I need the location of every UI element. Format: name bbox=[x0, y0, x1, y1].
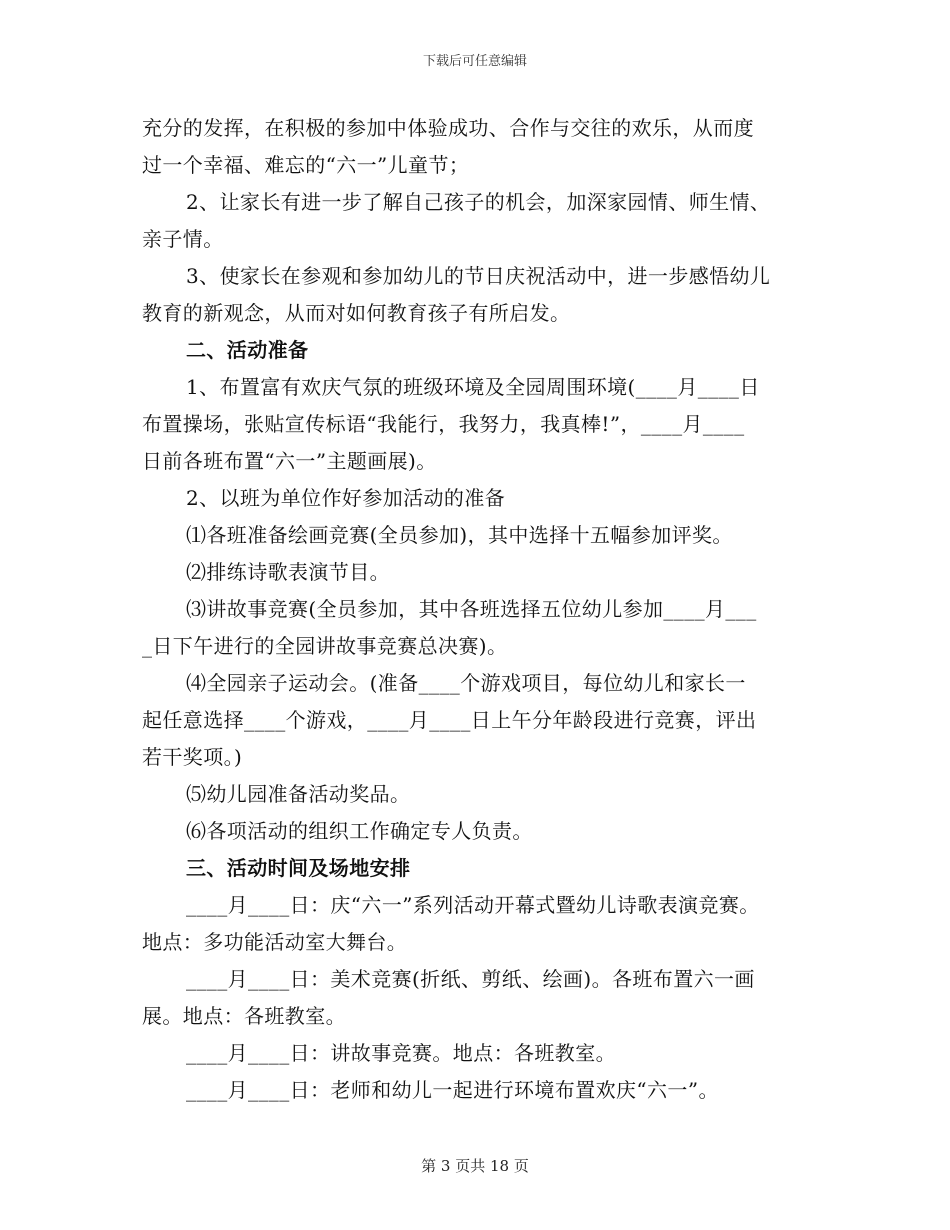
paragraph-line: 亲子情。 bbox=[142, 227, 224, 251]
paragraph-line: 地点：多功能活动室大舞台。 bbox=[142, 930, 408, 954]
paragraph-line: 若干奖项。) bbox=[142, 745, 243, 769]
list-item: ⑹各项活动的组织工作确定专人负责。 bbox=[186, 819, 533, 843]
page-header: 下载后可任意编辑 bbox=[422, 54, 527, 69]
schedule-line: ____月____日：讲故事竞赛。地点：各班教室。 bbox=[186, 1041, 616, 1065]
paragraph-line: 教育的新观念，从而对如何教育孩子有所启发。 bbox=[142, 301, 571, 325]
section-heading: 二、活动准备 bbox=[186, 338, 309, 362]
schedule-line: ____月____日：美术竞赛(折纸、剪纸、绘画)。各班布置六一画 bbox=[186, 967, 755, 991]
paragraph-line: 充分的发挥，在积极的参加中体验成功、合作与交往的欢乐，从而度 bbox=[142, 116, 754, 140]
page-footer: 第 3 页共 18 页 bbox=[421, 1157, 529, 1175]
list-item: ⑴各班准备绘画竞赛(全员参加)，其中选择十五幅参加评奖。 bbox=[186, 523, 733, 547]
section-heading: 三、活动时间及场地安排 bbox=[186, 856, 411, 880]
paragraph-line: 过一个幸福、难忘的“六一”儿童节； bbox=[142, 153, 470, 177]
paragraph-line: 展。地点：各班教室。 bbox=[142, 1004, 346, 1028]
paragraph-line: 2、以班为单位作好参加活动的准备 bbox=[186, 486, 506, 510]
document-body bbox=[142, 110, 814, 1109]
list-item: ⑸幼儿园准备活动奖品。 bbox=[186, 782, 411, 806]
paragraph-line: 起任意选择____个游戏，____月____日上午分年龄段进行竞赛，评出 bbox=[142, 708, 757, 732]
schedule-line: ____月____日：庆“六一”系列活动开幕式暨幼儿诗歌表演竞赛。 bbox=[186, 893, 760, 917]
paragraph-line: 1、布置富有欢庆气氛的班级环境及全园周围环境(____月____日 bbox=[186, 375, 760, 399]
paragraph-line: 2、让家长有进一步了解自己孩子的机会，加深家园情、师生情、 bbox=[186, 190, 771, 214]
paragraph-line: 布置操场，张贴宣传标语“我能行，我努力，我真棒!”，____月____ bbox=[142, 412, 745, 436]
list-item: ⑵排练诗歌表演节目。 bbox=[186, 560, 390, 584]
list-item: ⑷全园亲子运动会。(准备____个游戏项目，每位幼儿和家长一 bbox=[186, 671, 746, 695]
paragraph-line: 3、使家长在参观和参加幼儿的节日庆祝活动中，进一步感悟幼儿 bbox=[186, 264, 771, 288]
list-item: ⑶讲故事竞赛(全员参加，其中各班选择五位幼儿参加____月___ bbox=[186, 597, 757, 621]
paragraph-line: 日前各班布置“六一”主题画展)。 bbox=[142, 449, 437, 473]
paragraph-line: _日下午进行的全园讲故事竞赛总决赛)。 bbox=[142, 634, 508, 658]
schedule-line: ____月____日：老师和幼儿一起进行环境布置欢庆“六一”。 bbox=[186, 1078, 719, 1102]
